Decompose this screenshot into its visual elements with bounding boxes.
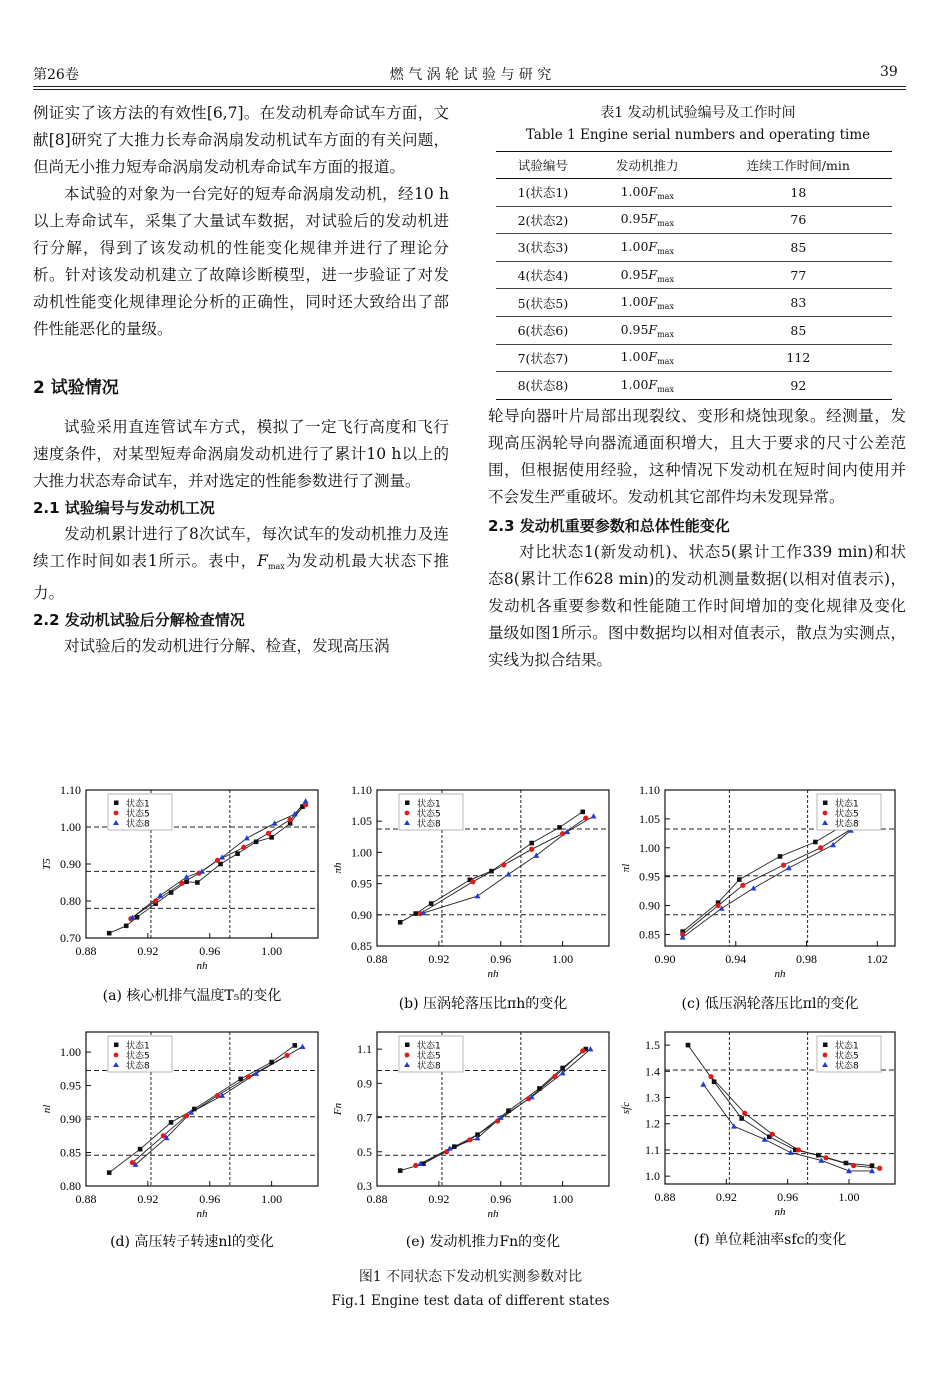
column-header: 试验编号 xyxy=(496,152,590,179)
data-point-state5 xyxy=(552,1074,557,1079)
data-point-state1 xyxy=(254,840,259,845)
table-cell: 1(状态1) xyxy=(496,179,590,207)
table-row xyxy=(496,372,892,400)
data-point-state1 xyxy=(686,1043,691,1048)
data-point-state8 xyxy=(300,1044,306,1049)
table-cell: $1.00F_{max}$ xyxy=(590,179,705,207)
legend-marker xyxy=(405,1043,410,1048)
data-point-state5 xyxy=(796,1147,801,1152)
table-cell: 8(状态8) xyxy=(496,372,590,400)
table-cell: $1.00F_{max}$ xyxy=(590,344,705,372)
data-point-state5 xyxy=(184,1113,189,1118)
table-cell: $1.00F_{max}$ xyxy=(590,372,705,400)
y-tick-label: 1.3 xyxy=(645,1090,660,1105)
data-point-state1 xyxy=(560,1066,565,1071)
x-axis-label: nh xyxy=(196,1208,208,1220)
data-point-state5 xyxy=(560,831,565,836)
y-tick-label: 0.70 xyxy=(60,931,81,945)
table-cell: 18 xyxy=(705,179,892,207)
y-tick-label: 0.85 xyxy=(639,927,660,942)
x-tick-label: 0.98 xyxy=(796,952,818,966)
data-point-state5 xyxy=(583,815,588,820)
data-point-state1 xyxy=(107,931,112,936)
legend-marker xyxy=(114,1043,119,1048)
x-tick-label: 1.00 xyxy=(838,1190,860,1204)
data-point-state1 xyxy=(816,1153,821,1158)
table-cell: $0.95F_{max}$ xyxy=(590,316,705,344)
x-tick-label: 0.88 xyxy=(75,944,97,958)
table-cell: 2(状态2) xyxy=(496,206,590,234)
paragraph: 试验采用直连管试车方式，模拟了一定飞行高度和飞行速度条件，对某型短寿命涡扇发动机进行了累计10 h以上的大推力状态寿命试车，并对选定的性能参数进行了测量。 xyxy=(33,418,449,490)
data-point-state1 xyxy=(124,923,129,928)
legend-label: 状态8 xyxy=(126,1061,150,1072)
legend-label: 状态1 xyxy=(126,799,150,810)
y-tick-label: 0.95 xyxy=(351,876,372,891)
data-point-state1 xyxy=(235,851,240,856)
figure-caption-en: Fig.1 Engine test data of different states xyxy=(331,1293,610,1309)
data-point-state8 xyxy=(591,813,597,818)
y-tick-label: 0.90 xyxy=(639,898,660,913)
data-point-state5 xyxy=(851,1163,856,1168)
data-point-state5 xyxy=(246,1074,251,1079)
paragraph: 轮导向器叶片局部出现裂纹、变形和烧蚀现象。经测量，发现高压涡轮导向器流通面积增大，且大于要求的尺寸公差范围，但根据使用经验，这种情况下发动机在短时间内使用并不会发生严重破坏。发动机其它部件均未发现异常。 xyxy=(488,407,906,506)
table-cell: $0.95F_{max}$ xyxy=(590,261,705,289)
subfigure-caption: (d) 高压转子转速nl的变化 xyxy=(110,1234,274,1250)
data-point-state8 xyxy=(750,885,756,890)
y-tick-label: 0.90 xyxy=(60,1112,81,1127)
chart-panel-c xyxy=(620,783,895,1012)
table-cell: $0.95F_{max}$ xyxy=(590,206,705,234)
data-point-state8 xyxy=(244,835,250,840)
x-axis-label: nh xyxy=(774,968,786,980)
data-point-state1 xyxy=(238,1077,243,1082)
y-tick-label: 1.4 xyxy=(645,1064,660,1079)
paragraph: 本试验的对象为一台完好的短寿命涡扇发动机，经10 h以上寿命试车，采集了大量试车数据，对试验后的发动机进行分解，得到了该发动机的性能变化规律并进行了理论分析。针对该发动机建立了故障诊断模型，进一步验证了对发动机性能变化规律理论分析的正确性，同时还大致给出了部件性能恶化的量级。 xyxy=(33,185,449,338)
header-rule-2 xyxy=(33,89,906,90)
paragraph: 对比状态1(新发动机)、状态5(累计工作339 min)和状态8(累计工作628 min)的发动机测量数据(以相对值表示)，发动机各重要参数和性能随工作时间增加的变化规律及变化量级如图1所示。图中数据均以相对值表示，散点为实测点，实线为拟合结果。 xyxy=(488,543,906,669)
x-axis-label: nh xyxy=(487,1208,499,1220)
header-volume: 第26卷 xyxy=(33,67,79,83)
x-tick-label: 0.96 xyxy=(199,944,221,958)
data-point-state1 xyxy=(489,869,494,874)
x-tick-label: 0.96 xyxy=(777,1190,799,1204)
x-tick-label: 0.96 xyxy=(199,1192,221,1206)
data-point-state5 xyxy=(708,1074,713,1079)
table-cell: 4(状态4) xyxy=(496,261,590,289)
y-tick-label: 0.9 xyxy=(357,1076,372,1091)
data-point-state8 xyxy=(786,865,792,870)
legend-marker xyxy=(114,801,119,806)
table-row xyxy=(496,289,892,317)
data-point-state5 xyxy=(215,1093,220,1098)
legend-marker xyxy=(114,1053,119,1058)
chart-panel-e xyxy=(332,1032,609,1250)
header-page-number: 39 xyxy=(880,64,898,80)
table-row xyxy=(496,261,892,289)
legend-marker xyxy=(823,801,828,806)
x-tick-label: 1.02 xyxy=(866,952,888,966)
y-tick-label: 0.90 xyxy=(60,857,81,871)
x-tick-label: 0.90 xyxy=(654,952,676,966)
data-point-state5 xyxy=(715,903,720,908)
x-tick-label: 1.00 xyxy=(552,1192,574,1206)
data-point-state1 xyxy=(169,890,174,895)
y-tick-label: 1.10 xyxy=(351,783,372,797)
data-point-state8 xyxy=(700,1081,706,1086)
y-tick-label: 1.1 xyxy=(357,1042,372,1057)
data-point-state1 xyxy=(712,1079,717,1084)
engine-test-table xyxy=(496,151,892,400)
table-row xyxy=(496,234,892,262)
legend-label: 状态8 xyxy=(835,1061,859,1072)
column-header: 连续工作时间/min xyxy=(705,152,892,179)
figure-1 xyxy=(0,770,941,1270)
table-cell: 3(状态3) xyxy=(496,234,590,262)
fit-line xyxy=(711,1077,880,1169)
y-tick-label: 0.5 xyxy=(357,1144,372,1159)
y-tick-label: 0.3 xyxy=(357,1179,372,1193)
data-point-state5 xyxy=(580,1048,585,1053)
table-cell: 5(状态5) xyxy=(496,289,590,317)
table-cell: 85 xyxy=(705,234,892,262)
x-tick-label: 0.92 xyxy=(428,952,450,966)
left-column xyxy=(33,100,449,660)
legend-label: 状态5 xyxy=(417,809,441,820)
y-tick-label: 1.05 xyxy=(351,814,372,829)
y-tick-label: 0.85 xyxy=(60,1145,81,1160)
legend-label: 状态8 xyxy=(835,819,859,830)
chart-panel-d xyxy=(41,1032,318,1250)
data-point-state5 xyxy=(742,1111,747,1116)
column-header: 发动机推力 xyxy=(590,152,705,179)
x-axis-label: nh xyxy=(774,1206,786,1218)
legend-marker xyxy=(405,801,410,806)
y-tick-label: 0.90 xyxy=(351,907,372,922)
data-point-state1 xyxy=(870,1163,875,1168)
legend-label: 状态1 xyxy=(835,1041,859,1052)
table-caption-en: Table 1 Engine serial numbers and operating time xyxy=(525,127,871,143)
data-point-state1 xyxy=(737,877,742,882)
data-point-state1 xyxy=(269,835,274,840)
y-tick-label: 1.0 xyxy=(645,1169,660,1184)
data-point-state1 xyxy=(537,1086,542,1091)
data-point-state8 xyxy=(762,1136,768,1141)
legend-label: 状态5 xyxy=(835,1051,859,1062)
subfigure-caption: (c) 低压涡轮落压比πl的变化 xyxy=(681,996,859,1012)
y-tick-label: 1.00 xyxy=(60,820,81,834)
table-caption-cn: 表1 发动机试验编号及工作时间 xyxy=(600,105,796,121)
y-tick-label: 1.1 xyxy=(645,1142,660,1157)
fit-line xyxy=(683,830,851,937)
legend-label: 状态5 xyxy=(126,809,150,820)
x-tick-label: 0.92 xyxy=(428,1192,450,1206)
chart-panel-b xyxy=(332,783,609,1012)
data-point-state5 xyxy=(467,1137,472,1142)
table-row xyxy=(496,179,892,207)
table-cell: 83 xyxy=(705,289,892,317)
x-axis-label: nh xyxy=(196,960,208,972)
x-tick-label: 0.92 xyxy=(137,1192,159,1206)
data-point-state1 xyxy=(138,1147,143,1152)
data-point-state5 xyxy=(470,879,475,884)
table-cell: 92 xyxy=(705,372,892,400)
data-point-state1 xyxy=(739,1116,744,1121)
data-point-state5 xyxy=(823,1155,828,1160)
data-point-state8 xyxy=(587,1046,593,1051)
data-point-state1 xyxy=(184,879,189,884)
y-axis-label: nl xyxy=(41,1104,53,1114)
data-point-state1 xyxy=(813,840,818,845)
data-point-state1 xyxy=(506,1108,511,1113)
legend-label: 状态1 xyxy=(126,1041,150,1052)
legend-label: 状态8 xyxy=(417,1061,441,1072)
table-cell: $1.00F_{max}$ xyxy=(590,234,705,262)
y-tick-label: 1.10 xyxy=(60,783,81,797)
data-point-state1 xyxy=(169,1120,174,1125)
y-tick-label: 0.95 xyxy=(639,869,660,884)
data-point-state1 xyxy=(398,1168,403,1173)
x-tick-label: 0.92 xyxy=(715,1190,737,1204)
legend-marker xyxy=(823,1043,828,1048)
table-row xyxy=(496,316,892,344)
y-tick-label: 1.5 xyxy=(645,1038,660,1053)
legend-marker xyxy=(405,811,410,816)
subfigure-caption: (e) 发动机推力Fn的变化 xyxy=(405,1234,561,1250)
x-tick-label: 0.94 xyxy=(725,952,747,966)
data-point-state1 xyxy=(293,1043,298,1048)
y-axis-label: Fn xyxy=(332,1102,344,1116)
data-point-state1 xyxy=(429,901,434,906)
data-point-state1 xyxy=(269,1060,274,1065)
data-point-state5 xyxy=(877,1166,882,1171)
table-row xyxy=(496,206,892,234)
data-point-state8 xyxy=(533,853,539,858)
data-point-state5 xyxy=(266,831,271,836)
data-point-state8 xyxy=(788,1150,794,1155)
data-point-state8 xyxy=(475,893,481,898)
y-tick-label: 0.7 xyxy=(357,1110,372,1125)
data-point-state1 xyxy=(844,1161,849,1166)
data-point-state5 xyxy=(501,862,506,867)
legend-label: 状态5 xyxy=(126,1051,150,1062)
data-point-state5 xyxy=(770,1132,775,1137)
data-point-state5 xyxy=(413,1163,418,1168)
x-tick-label: 0.92 xyxy=(137,944,159,958)
y-axis-label: πl xyxy=(620,863,632,873)
data-point-state1 xyxy=(557,825,562,830)
data-point-state5 xyxy=(818,845,823,850)
data-point-state1 xyxy=(778,854,783,859)
x-tick-label: 0.88 xyxy=(366,1192,388,1206)
data-point-state5 xyxy=(781,863,786,868)
legend-label: 状态8 xyxy=(126,819,150,830)
figure-caption-cn: 图1 不同状态下发动机实测参数对比 xyxy=(358,1269,583,1285)
subfigure-caption: (f) 单位耗油率sfc的变化 xyxy=(693,1232,847,1248)
subsection-heading: 2.1 试验编号与发动机工况 xyxy=(33,499,215,517)
y-tick-label: 1.00 xyxy=(60,1045,81,1060)
legend-marker xyxy=(114,811,119,816)
legend-label: 状态1 xyxy=(417,1041,441,1052)
x-tick-label: 1.00 xyxy=(552,952,574,966)
data-point-state1 xyxy=(580,810,585,815)
x-tick-label: 1.00 xyxy=(261,944,283,958)
y-tick-label: 0.85 xyxy=(351,939,372,953)
table-cell: 76 xyxy=(705,206,892,234)
subsection-heading: 2.2 发动机试验后分解检查情况 xyxy=(33,611,245,629)
x-tick-label: 1.00 xyxy=(261,1192,283,1206)
data-point-state8 xyxy=(157,892,163,897)
y-tick-label: 0.80 xyxy=(60,894,81,908)
x-tick-label: 0.96 xyxy=(490,952,512,966)
table-row xyxy=(496,344,892,372)
section-heading: 2 试验情况 xyxy=(33,378,119,398)
y-tick-label: 1.10 xyxy=(639,783,660,797)
data-point-state5 xyxy=(288,817,293,822)
data-point-state1 xyxy=(452,1144,457,1149)
header-rule xyxy=(33,86,906,87)
y-tick-label: 0.95 xyxy=(60,1078,81,1093)
y-axis-label: T5 xyxy=(41,858,53,870)
data-point-state1 xyxy=(107,1170,112,1175)
data-point-state5 xyxy=(153,898,158,903)
fit-line xyxy=(703,1084,872,1171)
subfigure-caption: (a) 核心机排气温度T₅的变化 xyxy=(102,988,282,1004)
chart-panel-a xyxy=(41,783,318,1004)
header-journal-title: 燃 气 涡 轮 试 验 与 研 究 xyxy=(389,67,552,83)
x-tick-label: 0.88 xyxy=(366,952,388,966)
data-point-state1 xyxy=(529,841,534,846)
data-point-state5 xyxy=(215,858,220,863)
data-point-state1 xyxy=(195,880,200,885)
chart-panel-f xyxy=(620,1032,895,1248)
data-point-state8 xyxy=(272,820,278,825)
table-cell: 7(状态7) xyxy=(496,344,590,372)
data-point-state1 xyxy=(413,911,418,916)
legend-label: 状态5 xyxy=(417,1051,441,1062)
data-point-state5 xyxy=(179,881,184,886)
y-tick-label: 1.2 xyxy=(645,1116,660,1131)
right-column xyxy=(488,403,906,674)
paragraph: 发动机累计进行了8次试车，每次试车的发动机推力及连续工作时间如表1所示。表中，$F_{max}$为发动机最大状态下推力。 xyxy=(33,525,449,602)
paragraph: 对试验后的发动机进行分解、检查，发现高压涡 xyxy=(64,637,390,655)
y-axis-label: πh xyxy=(332,862,344,874)
x-tick-label: 0.96 xyxy=(490,1192,512,1206)
data-point-state8 xyxy=(303,798,309,803)
x-tick-label: 0.88 xyxy=(654,1190,676,1204)
data-point-state1 xyxy=(398,920,403,925)
subsection-heading: 2.3 发动机重要参数和总体性能变化 xyxy=(488,517,730,535)
data-point-state5 xyxy=(529,847,534,852)
fit-line xyxy=(683,813,878,934)
legend-label: 状态5 xyxy=(835,809,859,820)
y-tick-label: 1.00 xyxy=(639,840,660,855)
table-cell: 112 xyxy=(705,344,892,372)
table-cell: 77 xyxy=(705,261,892,289)
x-axis-label: nh xyxy=(487,968,499,980)
x-tick-label: 0.88 xyxy=(75,1192,97,1206)
data-point-state1 xyxy=(135,915,140,920)
y-tick-label: 0.80 xyxy=(60,1179,81,1193)
paragraph: 例证实了该方法的有效性[6,7]。在发动机寿命试车方面，文献[8]研究了大推力长寿命涡扇发动机试车方面的有关问题，但尚无小推力短寿命涡扇发动机寿命试车方面的报道。 xyxy=(33,104,449,176)
table-cell: $1.00F_{max}$ xyxy=(590,289,705,317)
legend-label: 状态1 xyxy=(417,799,441,810)
data-point-state8 xyxy=(505,871,511,876)
legend-marker xyxy=(405,1053,410,1058)
legend-marker xyxy=(823,811,828,816)
data-point-state5 xyxy=(740,883,745,888)
legend-label: 状态8 xyxy=(417,819,441,830)
legend-marker xyxy=(823,1053,828,1058)
y-tick-label: 1.05 xyxy=(639,811,660,826)
legend-label: 状态1 xyxy=(835,799,859,810)
table-cell: 85 xyxy=(705,316,892,344)
data-point-state5 xyxy=(241,845,246,850)
data-point-state5 xyxy=(284,1053,289,1058)
subfigure-caption: (b) 压涡轮落压比πh的变化 xyxy=(398,996,568,1012)
table-header-row xyxy=(496,152,892,179)
table-cell: 6(状态6) xyxy=(496,316,590,344)
data-point-state1 xyxy=(192,1107,197,1112)
y-tick-label: 1.00 xyxy=(351,845,372,860)
y-axis-label: sfc xyxy=(620,1101,632,1115)
